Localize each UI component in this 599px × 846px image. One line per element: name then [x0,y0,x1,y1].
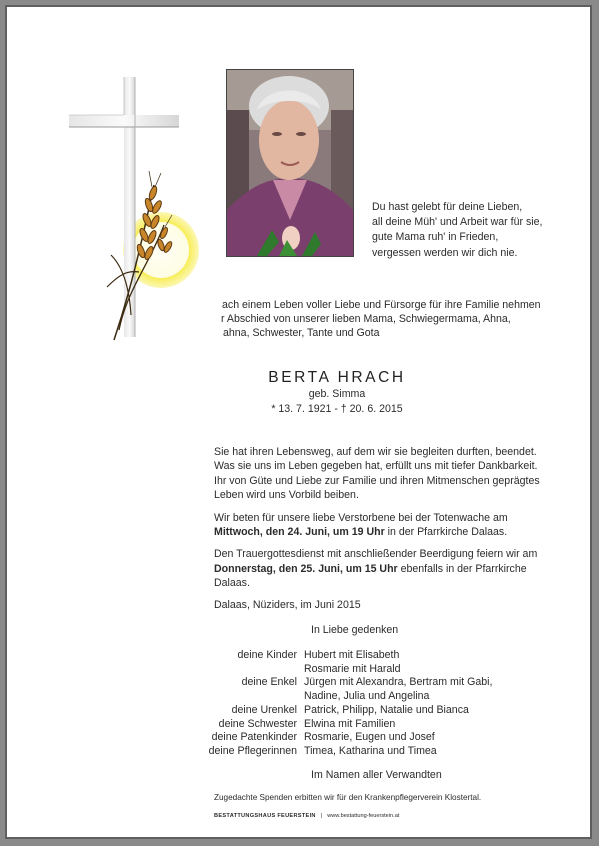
wake-datetime: Mittwoch, den 24. Juni, um 19 Uhr [214,526,385,539]
mourner-names: Rosmarie mit Harald [304,662,401,675]
intro-line: r Abschied von unserer lieben Mama, Schwiegermama, Ahna, [221,312,511,325]
body-line: Ihr von Güte und Liebe zur Familie und ihren Mitmenschen geprägtes [214,474,540,487]
relation-label: deine Patenkinder [211,731,297,744]
body-line: Den Trauergottesdienst mit anschließender Beerdigung feiern wir am [214,548,538,561]
relation-label: deine Kinder [237,649,297,661]
body-line: Wir beten für unsere liebe Verstorbene bei der Totenwache am [214,511,508,524]
relation-label: deine Urenkel [231,703,297,716]
mourner-names: Elwina mit Familien [304,717,396,730]
wake-place: in der Pfarrkirche Dalaas. [384,526,508,539]
mourner-names: Timea, Katharina und Timea [304,744,437,757]
body-line: Leben wird uns Vorbild beiben. [214,489,359,502]
mourner-names: Patrick, Philipp, Natalie und Bianca [304,703,469,716]
mourner-row [137,731,492,745]
relatives-line: Im Namen aller Verwandten [311,769,442,781]
funeral-datetime: Donnerstag, den 25. Juni, um 15 Uhr [214,562,398,575]
mourner-row [137,718,492,732]
in-love-heading: In Liebe gedenken [311,624,399,636]
footer-separator: | [320,813,323,819]
mourner-names: Nadine, Julia und Angelina [304,690,430,703]
birth-name: geb. Simma [308,388,366,400]
funeral-home-name: BESTATTUNGSHAUS FEUERSTEIN [214,813,316,819]
mourner-row [137,704,492,718]
mourner-names: Hubert mit Elisabeth [304,649,400,661]
cross-shape [69,77,179,337]
mourner-names: Jürgen mit Alexandra, Bertram mit Gabi, [304,676,493,689]
mourner-row [137,649,492,663]
intro-text [209,299,589,340]
place-date: Dalaas, Nüziders, im Juni 2015 [214,599,361,611]
poem-line: vergessen werden wir dich nie. [372,246,518,259]
cross-wheat-sun-illustration [69,75,209,345]
poem-line: all deine Müh' und Arbeit war für sie, [372,216,543,229]
paragraph-life [214,445,554,503]
mourner-row [137,676,492,690]
mourner-row [137,745,492,759]
body-line: Was sie uns im Leben gegeben hat, erfüllt uns mit tiefer Dankbarkeit. [214,460,538,473]
footer [214,813,399,819]
body-line: Sie hat ihren Lebensweg, auf dem wir sie begleiten durften, beendet. [214,446,537,458]
funeral-home-url: www.bestattung-feuerstein.at [327,813,400,819]
paragraph-wake [214,511,554,540]
mourners-list [137,649,492,759]
relation-label: deine Pflegerinnen [208,744,297,757]
life-dates: * 13. 7. 1921 - † 20. 6. 2015 [271,403,403,415]
relation-label: deine Schwester [218,717,297,730]
poem-line: gute Mama ruh' in Frieden, [372,231,499,244]
donation-note: Zugedachte Spenden erbitten wir für den Krankenpflegerverein Klostertal. [214,793,482,802]
poem-line: Du hast gelebt für deine Lieben, [372,201,523,213]
portrait-photo [226,69,354,257]
relation-label [137,690,304,704]
mourner-row [137,663,492,677]
intro-line: ahna, Schwester, Tante und Gota [223,326,380,339]
deceased-name: BERTA HRACH [268,369,406,386]
body-line: Dalaas. [214,577,250,590]
relation-label: deine Enkel [241,676,297,689]
mourner-names: Rosmarie, Eugen und Josef [304,731,435,744]
intro-line: ach einem Leben voller Liebe und Fürsorge für ihre Familie nehmen [222,299,541,311]
poem [372,200,572,261]
mourner-row [137,690,492,704]
relation-label [137,663,304,677]
body-text [214,445,554,599]
paragraph-funeral [214,547,554,590]
funeral-place: ebenfalls in der Pfarrkirche [397,562,527,575]
obituary-page [7,7,590,837]
